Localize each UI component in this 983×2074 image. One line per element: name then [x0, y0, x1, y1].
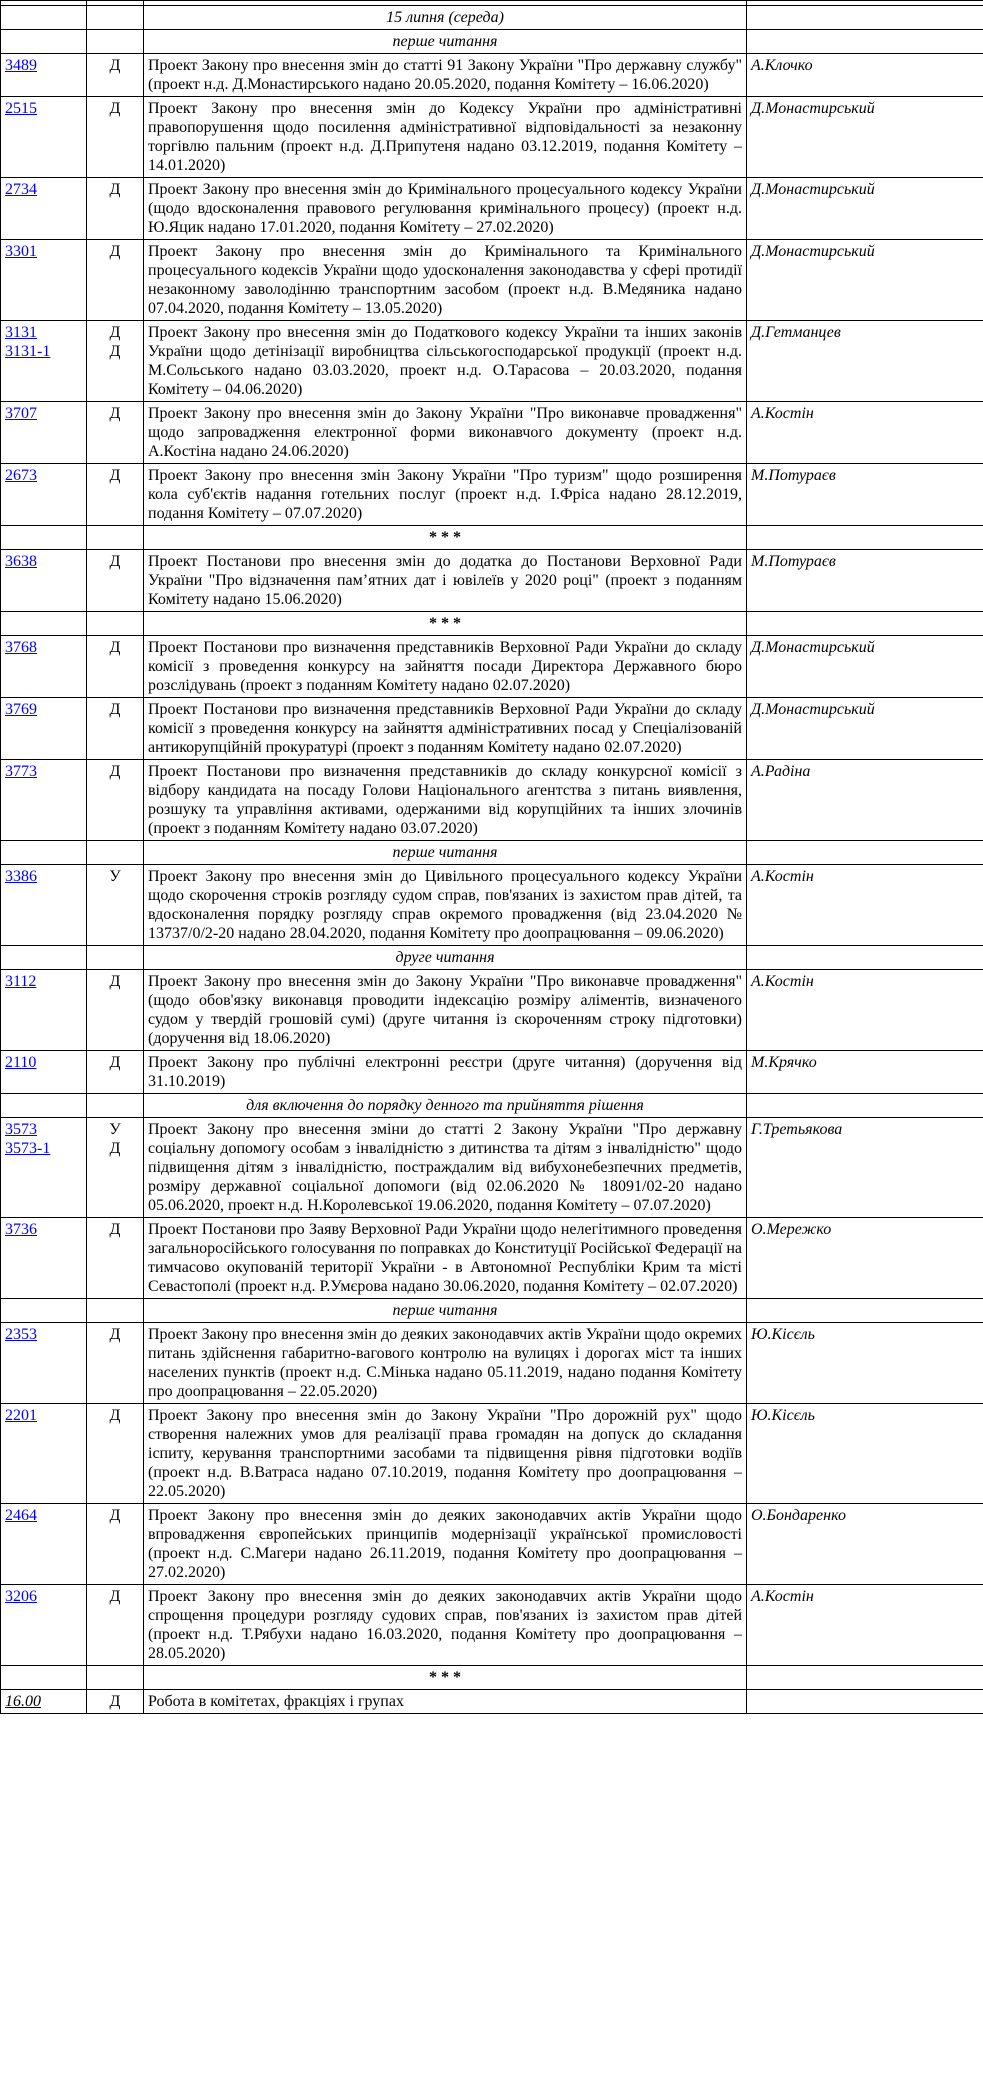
agenda-item-row [1, 1118, 983, 1218]
letter-label: Д [109, 405, 121, 422]
letter-label: Д [109, 343, 121, 360]
agenda-item-row [1, 402, 983, 464]
letter-cell [87, 1690, 144, 1714]
agenda-item-row [1, 321, 983, 402]
letter-cell [87, 240, 144, 321]
bill-description: Проект Закону про внесення змін до деяких законодавчих актів України щодо спрощення процедури розгляду судових справ, пов'язаних із захистом прав дітей (проект н.д. Т.Рябухи надано 16.03.2020, подання Комітету про доопрацювання – 28.05.2020) [144, 1585, 747, 1666]
agenda-item-row [1, 1051, 983, 1094]
rapporteur-name: Г.Третьякова [747, 1118, 983, 1218]
letter-label: Д [109, 57, 121, 74]
bill-number-link[interactable]: 2201 [5, 1407, 37, 1424]
letter-cell [87, 698, 144, 760]
bill-number-link[interactable]: 3769 [5, 701, 37, 718]
empty-cell [87, 526, 144, 550]
letter-label: Д [109, 1407, 121, 1424]
rapporteur-name: Ю.Кісєль [747, 1323, 983, 1404]
bill-number-link[interactable]: 3131 [5, 324, 37, 341]
letter-label: Д [109, 467, 121, 484]
letter-label: Д [109, 639, 121, 656]
letter-label: У [109, 1121, 121, 1138]
rapporteur-name [747, 1690, 983, 1714]
bill-description: Проект Закону про внесення змін до Податкового кодексу України та інших законів України щодо детінізації виробництва сільськогосподарської продукції (проект н.д. М.Сольського надано 03.03.2020, проект н.д. О.Тарасова – 20.03.2020, подання Комітету – 04.06.2020) [144, 321, 747, 402]
letter-cell [87, 760, 144, 841]
letter-cell [87, 464, 144, 526]
bill-number-cell [1, 970, 87, 1051]
empty-cell [87, 1299, 144, 1323]
rapporteur-name: Д.Монастирський [747, 240, 983, 321]
agenda-item-row [1, 54, 983, 97]
empty-cell [747, 30, 983, 54]
rapporteur-name: О.Бондаренко [747, 1504, 983, 1585]
letter-label: Д [109, 1140, 121, 1157]
bill-description: Проект Постанови про Заяву Верховної Ради України щодо нелегітимного проведення загальноросійського голосування по поправках до Конституції Російської Федерації на тимчасово окупованій території України - в Автономної Республіки Крим та місті Севастополі (проект н.д. Р.Умєрова надано 30.06.2020, подання Комітету – 02.07.2020) [144, 1218, 747, 1299]
agenda-item-row [1, 760, 983, 841]
empty-cell [87, 612, 144, 636]
separator-row [1, 1666, 983, 1690]
rapporteur-name: А.Костін [747, 865, 983, 946]
rapporteur-name: М.Потураєв [747, 550, 983, 612]
bill-number-cell [1, 321, 87, 402]
section-header-label: перше читання [144, 30, 747, 54]
agenda-item-row [1, 970, 983, 1051]
letter-cell [87, 636, 144, 698]
bill-number-cell [1, 402, 87, 464]
empty-cell [1, 526, 87, 550]
bill-number-cell [1, 240, 87, 321]
bill-number-link[interactable]: 2673 [5, 467, 37, 484]
section-header-row [1, 946, 983, 970]
agenda-item-row [1, 1218, 983, 1299]
bill-number-link[interactable]: 3768 [5, 639, 37, 656]
bill-description: Проект Постанови про визначення представників до складу конкурсної комісії з відбору кандидата на посаду Голови Національного агентства з питань виявлення, розшуку та управління активами, одержаними від корупційних та інших злочинів (проект з поданням Комітету надано 03.07.2020) [144, 760, 747, 841]
bill-number-cell [1, 97, 87, 178]
separator-label: * * * [144, 526, 747, 550]
bill-number-cell [1, 1690, 87, 1714]
letter-label: Д [109, 701, 121, 718]
agenda-item-row [1, 1404, 983, 1504]
bill-number-cell [1, 1504, 87, 1585]
time-label: 16.00 [5, 1693, 41, 1710]
letter-cell [87, 1218, 144, 1299]
bill-description: Проект Закону про внесення змін до статті 91 Закону України "Про державну службу" (проект н.д. Д.Монастирського надано 20.05.2020, подання Комітету – 16.06.2020) [144, 54, 747, 97]
empty-cell [747, 841, 983, 865]
letter-label: У [109, 868, 121, 885]
bill-number-link[interactable]: 3489 [5, 57, 37, 74]
bill-number-link[interactable]: 3707 [5, 405, 37, 422]
letter-cell [87, 1118, 144, 1218]
section-header-label: для включення до порядку денного та прийняття рішення [144, 1094, 747, 1118]
bill-number-link[interactable]: 2515 [5, 100, 37, 117]
agenda-item-row [1, 97, 983, 178]
bill-number-link[interactable]: 3386 [5, 868, 37, 885]
rapporteur-name: А.Клочко [747, 54, 983, 97]
agenda-item-row [1, 1585, 983, 1666]
letter-cell [87, 970, 144, 1051]
empty-cell [87, 841, 144, 865]
agenda-item-row [1, 464, 983, 526]
section-header-label: перше читання [144, 1299, 747, 1323]
section-header-label: 15 липня (середа) [144, 6, 747, 30]
letter-cell [87, 54, 144, 97]
empty-cell [1, 946, 87, 970]
bill-description: Проект Закону про внесення змін до Кримінального процесуального кодексу України (щодо вдосконалення правового регулювання кримінального процесу) (проект н.д. Ю.Яцик надано 17.01.2020, подання Комітету – 27.02.2020) [144, 178, 747, 240]
separator-label: * * * [144, 612, 747, 636]
bill-number-link[interactable]: 2110 [5, 1054, 37, 1071]
bill-number-cell [1, 54, 87, 97]
rapporteur-name: А.Костін [747, 402, 983, 464]
bill-description: Проект Закону про внесення змін до Кримінального та Кримінального процесуального кодексів України щодо удосконалення законодавства у сфері протидії незаконному заволодінню транспортним засобом (проект н.д. В.Медяника надано 07.04.2020, подання Комітету – 13.05.2020) [144, 240, 747, 321]
agenda-item-row [1, 636, 983, 698]
bill-number-cell [1, 1404, 87, 1504]
letter-label: Д [109, 243, 121, 260]
empty-cell [747, 6, 983, 30]
letter-label: Д [109, 553, 121, 570]
empty-cell [1, 612, 87, 636]
empty-cell [87, 6, 144, 30]
rapporteur-name: Д.Монастирський [747, 178, 983, 240]
rapporteur-name: О.Мережко [747, 1218, 983, 1299]
bill-number-cell [1, 1051, 87, 1094]
empty-cell [1, 1299, 87, 1323]
section-header-row [1, 841, 983, 865]
rapporteur-name: М.Крячко [747, 1051, 983, 1094]
section-header-row [1, 30, 983, 54]
letter-cell [87, 1051, 144, 1094]
section-header-row [1, 1299, 983, 1323]
bill-number-cell [1, 760, 87, 841]
empty-cell [747, 526, 983, 550]
bill-number-link[interactable]: 2353 [5, 1326, 37, 1343]
agenda-item-row [1, 865, 983, 946]
bill-number-link[interactable]: 2464 [5, 1507, 37, 1524]
bill-number-cell [1, 698, 87, 760]
letter-cell [87, 865, 144, 946]
letter-cell [87, 550, 144, 612]
bill-description: Проект Постанови про визначення представників Верховної Ради України до складу комісії з проведення конкурсу на зайняття адміністративних посад у Спеціалізованій антикорупційній прокуратурі (проект з поданням Комітету надано 02.07.2020) [144, 698, 747, 760]
rapporteur-name: Ю.Кісєль [747, 1404, 983, 1504]
rapporteur-name: Д.Гетманцев [747, 321, 983, 402]
bill-description: Проект Закону про внесення змін до Цивільного процесуального кодексу України щодо скорочення строків розгляду судом справ, пов'язаних із захистом прав дітей, та вдосконалення порядку розгляду справ окремого провадження (від 23.04.2020 № 13737/0/2-20 надано 28.04.2020, подання Комітету про доопрацювання – 09.06.2020) [144, 865, 747, 946]
letter-label: Д [109, 1588, 121, 1605]
bill-number-link[interactable]: 3573 [5, 1121, 37, 1138]
rapporteur-name: А.Костін [747, 1585, 983, 1666]
section-header-row [1, 1094, 983, 1118]
separator-row [1, 612, 983, 636]
separator-label: * * * [144, 1666, 747, 1690]
bill-description: Проект Закону про внесення змін до Закону України "Про виконавче провадження" (щодо обов'язку виконавця проводити індексацію розміру аліментів, визначеного судом у твердій грошовій сумі) (друге читання із скороченням строку підготовки) (доручення від 18.06.2020) [144, 970, 747, 1051]
letter-cell [87, 402, 144, 464]
empty-cell [1, 841, 87, 865]
bill-number-cell [1, 1218, 87, 1299]
bill-number-link[interactable]: 3638 [5, 553, 37, 570]
rapporteur-name: А.Радіна [747, 760, 983, 841]
bill-description: Проект Закону про публічні електронні реєстри (друге читання) (доручення від 31.10.2019) [144, 1051, 747, 1094]
letter-label: Д [109, 181, 121, 198]
empty-cell [1, 1094, 87, 1118]
letter-label: Д [109, 1507, 121, 1524]
bill-number-cell [1, 1118, 87, 1218]
agenda-item-row [1, 178, 983, 240]
agenda-item-row [1, 550, 983, 612]
empty-cell [747, 1666, 983, 1690]
bill-description: Проект Постанови про внесення змін до додатка до Постанови Верховної Ради України "Про відзначення пам’ятних дат і ювілеїв у 2020 році" (проект з поданням Комітету надано 15.06.2020) [144, 550, 747, 612]
agenda-item-row [1, 1323, 983, 1404]
letter-label: Д [109, 100, 121, 117]
agenda-item-row [1, 1690, 983, 1714]
rapporteur-name: Д.Монастирський [747, 636, 983, 698]
rapporteur-name: Д.Монастирський [747, 698, 983, 760]
bill-number-link[interactable]: 3573-1 [5, 1140, 51, 1157]
bill-description: Проект Закону про внесення змін до деяких законодавчих актів України щодо впровадження європейських принципів модернізації української промисловості (проект н.д. С.Магери надано 26.11.2019, подання Комітету про доопрацювання – 27.02.2020) [144, 1504, 747, 1585]
empty-cell [747, 612, 983, 636]
bill-number-link[interactable]: 3112 [5, 973, 37, 990]
section-header-label: друге читання [144, 946, 747, 970]
bill-number-cell [1, 865, 87, 946]
empty-cell [747, 946, 983, 970]
empty-cell [747, 1299, 983, 1323]
bill-number-cell [1, 178, 87, 240]
bill-number-cell [1, 464, 87, 526]
letter-label: Д [109, 1054, 121, 1071]
bill-description: Робота в комітетах, фракціях і групах [144, 1690, 747, 1714]
bill-description: Проект Закону про внесення змін до Кодексу України про адміністративні правопорушення щодо посилення адміністративної відповідальності за незаконну торгівлю пальним (проект н.д. Д.Припутеня надано 03.12.2019, подання Комітету – 14.01.2020) [144, 97, 747, 178]
letter-cell [87, 1323, 144, 1404]
empty-cell [1, 30, 87, 54]
letter-label: Д [109, 763, 121, 780]
letter-label: Д [109, 1693, 121, 1710]
bill-number-cell [1, 550, 87, 612]
letter-label: Д [109, 973, 121, 990]
bill-description: Проект Закону про внесення змін Закону України "Про туризм" щодо розширення кола суб'єктів надання готельних послуг (проект н.д. І.Фріса надано 28.12.2019, подання Комітету – 07.07.2020) [144, 464, 747, 526]
bill-number-link[interactable]: 3206 [5, 1588, 37, 1605]
separator-row [1, 526, 983, 550]
empty-cell [87, 1666, 144, 1690]
empty-cell [87, 946, 144, 970]
letter-cell [87, 178, 144, 240]
letter-label: Д [109, 1326, 121, 1343]
letter-label: Д [109, 324, 121, 341]
bill-number-cell [1, 636, 87, 698]
section-header-label: перше читання [144, 841, 747, 865]
bill-number-link[interactable]: 3773 [5, 763, 37, 780]
bill-description: Проект Закону про внесення змін до Закону України "Про виконавче провадження" щодо запровадження електронної форми виконавчого документу (проект н.д. А.Костіна надано 24.06.2020) [144, 402, 747, 464]
letter-cell [87, 97, 144, 178]
bill-description: Проект Закону про внесення змін до деяких законодавчих актів України щодо окремих питань здійснення габаритно-вагового контролю на вулицях і дорогах міст та інших населених пунктів (проект н.д. С.Мінька надано 05.11.2019, надано подання Комітету про доопрацювання – 22.05.2020) [144, 1323, 747, 1404]
letter-cell [87, 1585, 144, 1666]
empty-cell [1, 1666, 87, 1690]
empty-cell [747, 1094, 983, 1118]
rapporteur-name: А.Костін [747, 970, 983, 1051]
rapporteur-name: М.Потураєв [747, 464, 983, 526]
bill-number-cell [1, 1323, 87, 1404]
agenda-item-row [1, 1504, 983, 1585]
empty-cell [87, 30, 144, 54]
letter-cell [87, 1404, 144, 1504]
bill-number-link[interactable]: 3736 [5, 1221, 37, 1238]
letter-cell [87, 1504, 144, 1585]
empty-cell [87, 1094, 144, 1118]
letter-cell [87, 321, 144, 402]
agenda-item-row [1, 240, 983, 321]
letter-label: Д [109, 1221, 121, 1238]
bill-number-link[interactable]: 3131-1 [5, 343, 51, 360]
bill-description: Проект Закону про внесення зміни до статті 2 Закону України "Про державну соціальну допомогу особам з інвалідністю з дитинства та дітям з інвалідністю" щодо підвищення дітям з інвалідністю, постраждалим від вибухонебезпечних предметів, розміру державної соціальної допомоги (від 02.06.2020 № 18091/02-20 надано 05.06.2020, проект н.д. Н.Королевської 19.06.2020, подання Комітету – 07.07.2020) [144, 1118, 747, 1218]
bill-description: Проект Закону про внесення змін до Закону України "Про дорожній рух" щодо створення належних умов для реалізації права громадян на допуск до складання іспиту, керування транспортними засобами та підвищення рівня підготовки водіїв (проект н.д. В.Ватраса надано 07.10.2019, подання Комітету про доопрацювання – 22.05.2020) [144, 1404, 747, 1504]
agenda-item-row [1, 698, 983, 760]
bill-number-link[interactable]: 3301 [5, 243, 37, 260]
bill-description: Проект Постанови про визначення представників Верховної Ради України до складу комісії з проведення конкурсу на зайняття посади Директора Державного бюро розслідувань (проект з поданням Комітету надано 02.07.2020) [144, 636, 747, 698]
rapporteur-name: Д.Монастирський [747, 97, 983, 178]
section-header-row [1, 6, 983, 30]
empty-cell [1, 6, 87, 30]
bill-number-cell [1, 1585, 87, 1666]
bill-number-link[interactable]: 2734 [5, 181, 37, 198]
